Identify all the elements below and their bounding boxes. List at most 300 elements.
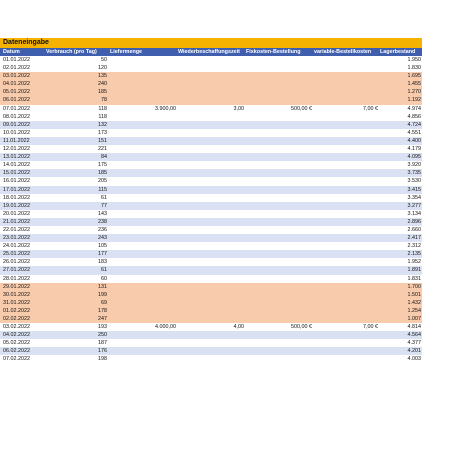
cell-variable-kosten[interactable] <box>312 145 378 153</box>
cell-verbrauch[interactable]: 250 <box>98 332 107 339</box>
cell-wiederbeschaffungszeit[interactable] <box>176 56 244 64</box>
table-row <box>0 56 422 64</box>
cell-verbrauch[interactable]: 143 <box>98 210 107 217</box>
cell-fixkosten[interactable] <box>244 218 312 226</box>
cell-liefermenge[interactable] <box>108 347 176 355</box>
cell-wiederbeschaffungszeit[interactable] <box>176 218 244 226</box>
cell-verbrauch[interactable]: 183 <box>98 259 107 266</box>
table-row <box>0 323 422 331</box>
cell-wiederbeschaffungszeit[interactable] <box>176 242 244 250</box>
cell-datum[interactable]: 02.01.2022 <box>3 65 30 72</box>
table-row <box>0 129 422 137</box>
cell-wiederbeschaffungszeit[interactable] <box>176 307 244 315</box>
table-body <box>0 56 422 364</box>
cell-fixkosten[interactable] <box>244 145 312 153</box>
cell-liefermenge[interactable] <box>108 291 176 299</box>
cell-variable-kosten[interactable] <box>312 258 378 266</box>
cell-liefermenge[interactable] <box>108 137 176 145</box>
cell-lagerbestand[interactable]: 1.455 <box>407 81 421 88</box>
cell-wiederbeschaffungszeit[interactable] <box>176 88 244 96</box>
cell-verbrauch[interactable]: 77 <box>101 202 107 209</box>
table-row <box>0 194 422 202</box>
cell-wiederbeschaffungszeit[interactable] <box>176 169 244 177</box>
cell-datum[interactable]: 03.02.2022 <box>3 324 30 331</box>
cell-lagerbestand[interactable]: 1.891 <box>407 267 421 274</box>
cell-wiederbeschaffungszeit[interactable] <box>176 210 244 218</box>
cell-liefermenge[interactable] <box>108 266 176 274</box>
cell-wiederbeschaffungszeit[interactable] <box>176 202 244 210</box>
cell-lagerbestand[interactable]: 1.700 <box>407 283 421 290</box>
cell-lagerbestand[interactable]: 4.856 <box>407 113 421 120</box>
cell-liefermenge[interactable] <box>108 226 176 234</box>
cell-verbrauch[interactable]: 60 <box>101 275 107 282</box>
cell-lagerbestand[interactable]: 1.501 <box>407 291 421 298</box>
cell-fixkosten[interactable] <box>244 331 312 339</box>
cell-verbrauch[interactable]: 221 <box>98 146 107 153</box>
cell-variable-kosten[interactable] <box>312 137 378 145</box>
table-row <box>0 266 422 274</box>
cell-verbrauch[interactable]: 238 <box>98 218 107 225</box>
cell-lagerbestand[interactable]: 2.417 <box>407 235 421 242</box>
cell-datum[interactable]: 06.01.2022 <box>3 97 30 104</box>
cell-liefermenge[interactable] <box>108 153 176 161</box>
cell-verbrauch[interactable]: 120 <box>98 65 107 72</box>
cell-wiederbeschaffungszeit[interactable] <box>176 250 244 258</box>
cell-fixkosten[interactable] <box>244 226 312 234</box>
cell-verbrauch[interactable]: 205 <box>98 178 107 185</box>
table-row <box>0 355 422 363</box>
cell-verbrauch[interactable]: 187 <box>98 340 107 347</box>
cell-datum[interactable]: 05.01.2022 <box>3 89 30 96</box>
cell-lagerbestand[interactable]: 4.201 <box>407 348 421 355</box>
cell-datum[interactable]: 18.01.2022 <box>3 194 30 201</box>
cell-verbrauch[interactable]: 178 <box>98 307 107 314</box>
cell-variable-kosten[interactable] <box>312 177 378 185</box>
spreadsheet <box>0 38 422 364</box>
cell-datum[interactable]: 25.01.2022 <box>3 251 30 258</box>
cell-liefermenge[interactable] <box>108 194 176 202</box>
header-fixkosten[interactable]: Fixkosten-Bestellung <box>246 49 301 55</box>
cell-datum[interactable]: 23.01.2022 <box>3 235 30 242</box>
cell-variable-kosten[interactable] <box>312 347 378 355</box>
cell-variable-kosten[interactable] <box>312 88 378 96</box>
cell-lagerbestand[interactable]: 1.695 <box>407 73 421 80</box>
cell-fixkosten[interactable] <box>244 169 312 177</box>
table-row <box>0 331 422 339</box>
cell-verbrauch[interactable]: 151 <box>98 137 107 144</box>
cell-wiederbeschaffungszeit[interactable] <box>176 177 244 185</box>
cell-fixkosten[interactable] <box>244 161 312 169</box>
cell-lagerbestand[interactable]: 2.312 <box>407 243 421 250</box>
cell-lagerbestand[interactable]: 4.179 <box>407 146 421 153</box>
header-liefermenge[interactable]: Liefermenge <box>110 49 143 55</box>
cell-variable-kosten[interactable] <box>312 169 378 177</box>
cell-datum[interactable]: 01.01.2022 <box>3 57 30 63</box>
cell-variable-kosten[interactable]: 7,00 € <box>363 324 378 331</box>
cell-verbrauch[interactable]: 118 <box>98 105 107 112</box>
cell-wiederbeschaffungszeit[interactable] <box>176 283 244 291</box>
cell-fixkosten[interactable] <box>244 210 312 218</box>
cell-datum[interactable]: 01.02.2022 <box>3 307 30 314</box>
cell-verbrauch[interactable]: 176 <box>98 348 107 355</box>
cell-lagerbestand[interactable]: 3.354 <box>407 194 421 201</box>
cell-variable-kosten[interactable] <box>312 96 378 104</box>
header-verbrauch[interactable]: Verbrauch (pro Tag) <box>46 49 97 55</box>
cell-verbrauch[interactable]: 61 <box>101 267 107 274</box>
table-row <box>0 210 422 218</box>
cell-datum[interactable]: 04.02.2022 <box>3 332 30 339</box>
cell-fixkosten[interactable] <box>244 283 312 291</box>
cell-wiederbeschaffungszeit[interactable] <box>176 355 244 363</box>
cell-variable-kosten[interactable] <box>312 186 378 194</box>
cell-verbrauch[interactable]: 135 <box>98 73 107 80</box>
cell-variable-kosten[interactable] <box>312 266 378 274</box>
cell-liefermenge[interactable] <box>108 72 176 80</box>
cell-lagerbestand[interactable]: 1.007 <box>407 316 421 322</box>
table-row <box>0 105 422 113</box>
cell-lagerbestand[interactable]: 1.192 <box>407 97 421 104</box>
cell-liefermenge[interactable] <box>108 96 176 104</box>
cell-liefermenge[interactable] <box>108 210 176 218</box>
cell-datum[interactable]: 29.01.2022 <box>3 283 30 290</box>
table-row <box>0 242 422 250</box>
cell-wiederbeschaffungszeit[interactable]: 4,00 <box>233 324 244 331</box>
cell-verbrauch[interactable]: 247 <box>98 316 107 322</box>
cell-liefermenge[interactable] <box>108 186 176 194</box>
cell-wiederbeschaffungszeit[interactable] <box>176 194 244 202</box>
cell-datum[interactable]: 22.01.2022 <box>3 226 30 233</box>
cell-fixkosten[interactable] <box>244 56 312 64</box>
header-variable-kosten[interactable]: variable-Bestellkosten <box>314 49 372 55</box>
cell-fixkosten[interactable] <box>244 258 312 266</box>
cell-fixkosten[interactable] <box>244 242 312 250</box>
cell-fixkosten[interactable] <box>244 121 312 129</box>
cell-variable-kosten[interactable] <box>312 210 378 218</box>
cell-wiederbeschaffungszeit[interactable] <box>176 80 244 88</box>
cell-variable-kosten[interactable] <box>312 250 378 258</box>
cell-lagerbestand[interactable]: 4.003 <box>407 356 421 363</box>
cell-variable-kosten[interactable] <box>312 291 378 299</box>
cell-lagerbestand[interactable]: 3.277 <box>407 202 421 209</box>
cell-wiederbeschaffungszeit[interactable] <box>176 258 244 266</box>
cell-fixkosten[interactable] <box>244 177 312 185</box>
cell-datum[interactable]: 06.02.2022 <box>3 348 30 355</box>
cell-datum[interactable]: 03.01.2022 <box>3 73 30 80</box>
cell-fixkosten[interactable] <box>244 202 312 210</box>
cell-wiederbeschaffungszeit[interactable] <box>176 266 244 274</box>
cell-datum[interactable]: 10.01.2022 <box>3 129 30 136</box>
cell-liefermenge[interactable] <box>108 56 176 64</box>
cell-liefermenge[interactable] <box>108 64 176 72</box>
cell-datum[interactable]: 05.02.2022 <box>3 340 30 347</box>
cell-variable-kosten[interactable] <box>312 315 378 323</box>
cell-variable-kosten[interactable] <box>312 113 378 121</box>
table-row <box>0 315 422 323</box>
cell-datum[interactable]: 16.01.2022 <box>3 178 30 185</box>
cell-datum[interactable]: 04.01.2022 <box>3 81 30 88</box>
cell-verbrauch[interactable]: 115 <box>98 186 107 193</box>
cell-verbrauch[interactable]: 61 <box>101 194 107 201</box>
header-row <box>0 48 422 56</box>
cell-variable-kosten[interactable] <box>312 56 378 64</box>
cell-fixkosten[interactable] <box>244 194 312 202</box>
cell-liefermenge[interactable] <box>108 283 176 291</box>
cell-fixkosten[interactable] <box>244 250 312 258</box>
cell-variable-kosten[interactable] <box>312 234 378 242</box>
cell-variable-kosten[interactable] <box>312 226 378 234</box>
cell-wiederbeschaffungszeit[interactable] <box>176 153 244 161</box>
cell-datum[interactable]: 14.01.2022 <box>3 162 30 169</box>
cell-fixkosten[interactable] <box>244 129 312 137</box>
cell-datum[interactable]: 26.01.2022 <box>3 259 30 266</box>
table-row <box>0 299 422 307</box>
cell-fixkosten[interactable] <box>244 266 312 274</box>
cell-lagerbestand[interactable]: 4.095 <box>407 154 421 161</box>
cell-lagerbestand[interactable]: 3.134 <box>407 210 421 217</box>
cell-datum[interactable]: 31.01.2022 <box>3 299 30 306</box>
cell-lagerbestand[interactable]: 1.432 <box>407 299 421 306</box>
cell-fixkosten[interactable] <box>244 186 312 194</box>
table-row <box>0 80 422 88</box>
cell-verbrauch[interactable]: 177 <box>98 251 107 258</box>
cell-datum[interactable]: 27.01.2022 <box>3 267 30 274</box>
cell-lagerbestand[interactable]: 3.735 <box>407 170 421 177</box>
cell-fixkosten[interactable] <box>244 355 312 363</box>
cell-datum[interactable]: 17.01.2022 <box>3 186 30 193</box>
cell-wiederbeschaffungszeit[interactable] <box>176 96 244 104</box>
cell-liefermenge[interactable] <box>108 275 176 283</box>
cell-verbrauch[interactable]: 199 <box>98 291 107 298</box>
cell-liefermenge[interactable] <box>108 258 176 266</box>
cell-wiederbeschaffungszeit[interactable] <box>176 186 244 194</box>
cell-liefermenge[interactable] <box>108 145 176 153</box>
cell-lagerbestand[interactable]: 4.377 <box>407 340 421 347</box>
cell-fixkosten[interactable]: 500,00 € <box>291 324 312 331</box>
cell-fixkosten[interactable] <box>244 153 312 161</box>
cell-wiederbeschaffungszeit[interactable] <box>176 275 244 283</box>
cell-datum[interactable]: 08.01.2022 <box>3 113 30 120</box>
cell-verbrauch[interactable]: 240 <box>98 81 107 88</box>
cell-verbrauch[interactable]: 193 <box>98 324 107 331</box>
cell-liefermenge[interactable] <box>108 315 176 323</box>
cell-liefermenge[interactable] <box>108 339 176 347</box>
table-row <box>0 169 422 177</box>
cell-variable-kosten[interactable] <box>312 64 378 72</box>
cell-liefermenge[interactable] <box>108 299 176 307</box>
cell-lagerbestand[interactable]: 4.564 <box>407 332 421 339</box>
cell-verbrauch[interactable]: 69 <box>101 299 107 306</box>
cell-datum[interactable]: 24.01.2022 <box>3 243 30 250</box>
cell-lagerbestand[interactable]: 1.270 <box>407 89 421 96</box>
cell-datum[interactable]: 12.01.2022 <box>3 146 30 153</box>
cell-verbrauch[interactable]: 198 <box>98 356 107 363</box>
cell-datum[interactable]: 07.02.2022 <box>3 356 30 363</box>
cell-datum[interactable]: 30.01.2022 <box>3 291 30 298</box>
cell-verbrauch[interactable]: 131 <box>98 283 107 290</box>
cell-verbrauch[interactable]: 84 <box>101 154 107 161</box>
table-row <box>0 275 422 283</box>
table-row <box>0 64 422 72</box>
cell-lagerbestand[interactable]: 1.952 <box>407 259 421 266</box>
cell-verbrauch[interactable]: 243 <box>98 235 107 242</box>
cell-fixkosten[interactable] <box>244 339 312 347</box>
table-row <box>0 88 422 96</box>
cell-lagerbestand[interactable]: 1.254 <box>407 307 421 314</box>
cell-variable-kosten[interactable] <box>312 339 378 347</box>
cell-verbrauch[interactable]: 105 <box>98 243 107 250</box>
cell-variable-kosten[interactable] <box>312 153 378 161</box>
cell-liefermenge[interactable] <box>108 129 176 137</box>
cell-datum[interactable]: 09.01.2022 <box>3 121 30 128</box>
cell-wiederbeschaffungszeit[interactable] <box>176 315 244 323</box>
cell-liefermenge[interactable] <box>108 202 176 210</box>
cell-fixkosten[interactable] <box>244 80 312 88</box>
cell-datum[interactable]: 13.01.2022 <box>3 154 30 161</box>
cell-liefermenge[interactable] <box>108 218 176 226</box>
cell-wiederbeschaffungszeit[interactable] <box>176 299 244 307</box>
cell-lagerbestand[interactable]: 3.920 <box>407 162 421 169</box>
cell-variable-kosten[interactable] <box>312 194 378 202</box>
cell-verbrauch[interactable]: 173 <box>98 129 107 136</box>
cell-liefermenge[interactable] <box>108 307 176 315</box>
cell-datum[interactable]: 11.01.2022 <box>3 137 30 144</box>
cell-variable-kosten[interactable] <box>312 331 378 339</box>
cell-variable-kosten[interactable] <box>312 299 378 307</box>
table-row <box>0 347 422 355</box>
cell-fixkosten[interactable] <box>244 315 312 323</box>
cell-wiederbeschaffungszeit[interactable] <box>176 137 244 145</box>
cell-wiederbeschaffungszeit[interactable] <box>176 339 244 347</box>
table-row <box>0 226 422 234</box>
cell-datum[interactable]: 15.01.2022 <box>3 170 30 177</box>
cell-variable-kosten[interactable] <box>312 218 378 226</box>
cell-liefermenge[interactable]: 3.900,00 <box>155 105 176 112</box>
cell-fixkosten[interactable] <box>244 234 312 242</box>
cell-wiederbeschaffungszeit[interactable] <box>176 331 244 339</box>
cell-lagerbestand[interactable]: 2.135 <box>407 251 421 258</box>
cell-datum[interactable]: 20.01.2022 <box>3 210 30 217</box>
cell-liefermenge[interactable] <box>108 169 176 177</box>
cell-wiederbeschaffungszeit[interactable] <box>176 72 244 80</box>
cell-verbrauch[interactable]: 78 <box>101 97 107 104</box>
table-row <box>0 96 422 104</box>
cell-verbrauch[interactable]: 50 <box>101 57 107 63</box>
header-datum[interactable]: Datum <box>3 49 20 55</box>
cell-variable-kosten[interactable] <box>312 283 378 291</box>
cell-variable-kosten[interactable] <box>312 307 378 315</box>
cell-wiederbeschaffungszeit[interactable] <box>176 145 244 153</box>
cell-verbrauch[interactable]: 118 <box>98 113 107 120</box>
cell-verbrauch[interactable]: 185 <box>98 89 107 96</box>
cell-variable-kosten[interactable]: 7,00 € <box>363 105 378 112</box>
cell-wiederbeschaffungszeit[interactable] <box>176 113 244 121</box>
cell-wiederbeschaffungszeit[interactable]: 3,00 <box>233 105 244 112</box>
cell-liefermenge[interactable] <box>108 161 176 169</box>
header-wiederbeschaffungszeit[interactable]: Wiederbeschaffungszeit <box>178 49 240 55</box>
cell-fixkosten[interactable] <box>244 96 312 104</box>
cell-liefermenge[interactable] <box>108 234 176 242</box>
cell-datum[interactable]: 21.01.2022 <box>3 218 30 225</box>
cell-lagerbestand[interactable]: 1.831 <box>407 275 421 282</box>
cell-datum[interactable]: 02.02.2022 <box>3 316 30 322</box>
cell-liefermenge[interactable]: 4.000,00 <box>155 324 176 331</box>
cell-liefermenge[interactable] <box>108 80 176 88</box>
cell-lagerbestand[interactable]: 4.724 <box>407 121 421 128</box>
cell-wiederbeschaffungszeit[interactable] <box>176 347 244 355</box>
cell-variable-kosten[interactable] <box>312 72 378 80</box>
cell-fixkosten[interactable] <box>244 72 312 80</box>
cell-liefermenge[interactable] <box>108 355 176 363</box>
cell-wiederbeschaffungszeit[interactable] <box>176 161 244 169</box>
cell-lagerbestand[interactable]: 2.660 <box>407 226 421 233</box>
cell-liefermenge[interactable] <box>108 331 176 339</box>
cell-lagerbestand[interactable]: 1.830 <box>407 65 421 72</box>
cell-variable-kosten[interactable] <box>312 161 378 169</box>
cell-liefermenge[interactable] <box>108 242 176 250</box>
cell-wiederbeschaffungszeit[interactable] <box>176 121 244 129</box>
cell-fixkosten[interactable]: 500,00 € <box>291 105 312 112</box>
cell-lagerbestand[interactable]: 2.896 <box>407 218 421 225</box>
cell-lagerbestand[interactable]: 4.551 <box>407 129 421 136</box>
cell-fixkosten[interactable] <box>244 88 312 96</box>
cell-liefermenge[interactable] <box>108 88 176 96</box>
cell-variable-kosten[interactable] <box>312 275 378 283</box>
cell-lagerbestand[interactable]: 4.974 <box>407 105 421 112</box>
table-row <box>0 234 422 242</box>
cell-wiederbeschaffungszeit[interactable] <box>176 129 244 137</box>
cell-wiederbeschaffungszeit[interactable] <box>176 291 244 299</box>
cell-fixkosten[interactable] <box>244 291 312 299</box>
header-lagerbestand[interactable]: Lagerbestand <box>380 49 416 55</box>
cell-fixkosten[interactable] <box>244 275 312 283</box>
cell-liefermenge[interactable] <box>108 250 176 258</box>
cell-datum[interactable]: 19.01.2022 <box>3 202 30 209</box>
cell-fixkosten[interactable] <box>244 307 312 315</box>
cell-fixkosten[interactable] <box>244 64 312 72</box>
cell-verbrauch[interactable]: 132 <box>98 121 107 128</box>
cell-verbrauch[interactable]: 175 <box>98 162 107 169</box>
cell-liefermenge[interactable] <box>108 113 176 121</box>
cell-datum[interactable]: 07.01.2022 <box>3 105 30 112</box>
cell-verbrauch[interactable]: 185 <box>98 170 107 177</box>
cell-variable-kosten[interactable] <box>312 129 378 137</box>
cell-fixkosten[interactable] <box>244 299 312 307</box>
cell-lagerbestand[interactable]: 4.400 <box>407 137 421 144</box>
table-row <box>0 258 422 266</box>
cell-variable-kosten[interactable] <box>312 121 378 129</box>
cell-fixkosten[interactable] <box>244 113 312 121</box>
cell-liefermenge[interactable] <box>108 177 176 185</box>
cell-wiederbeschaffungszeit[interactable] <box>176 64 244 72</box>
cell-lagerbestand[interactable]: 4.814 <box>407 324 421 331</box>
cell-verbrauch[interactable]: 236 <box>98 226 107 233</box>
cell-lagerbestand[interactable]: 3.415 <box>407 186 421 193</box>
cell-variable-kosten[interactable] <box>312 202 378 210</box>
cell-variable-kosten[interactable] <box>312 355 378 363</box>
table-row <box>0 202 422 210</box>
sheet-title[interactable]: Dateneingabe <box>0 38 422 48</box>
cell-fixkosten[interactable] <box>244 137 312 145</box>
cell-lagerbestand[interactable]: 1.950 <box>407 57 421 63</box>
cell-wiederbeschaffungszeit[interactable] <box>176 234 244 242</box>
cell-lagerbestand[interactable]: 3.530 <box>407 178 421 185</box>
cell-datum[interactable]: 28.01.2022 <box>3 275 30 282</box>
cell-wiederbeschaffungszeit[interactable] <box>176 226 244 234</box>
cell-fixkosten[interactable] <box>244 347 312 355</box>
cell-variable-kosten[interactable] <box>312 80 378 88</box>
cell-liefermenge[interactable] <box>108 121 176 129</box>
cell-variable-kosten[interactable] <box>312 242 378 250</box>
